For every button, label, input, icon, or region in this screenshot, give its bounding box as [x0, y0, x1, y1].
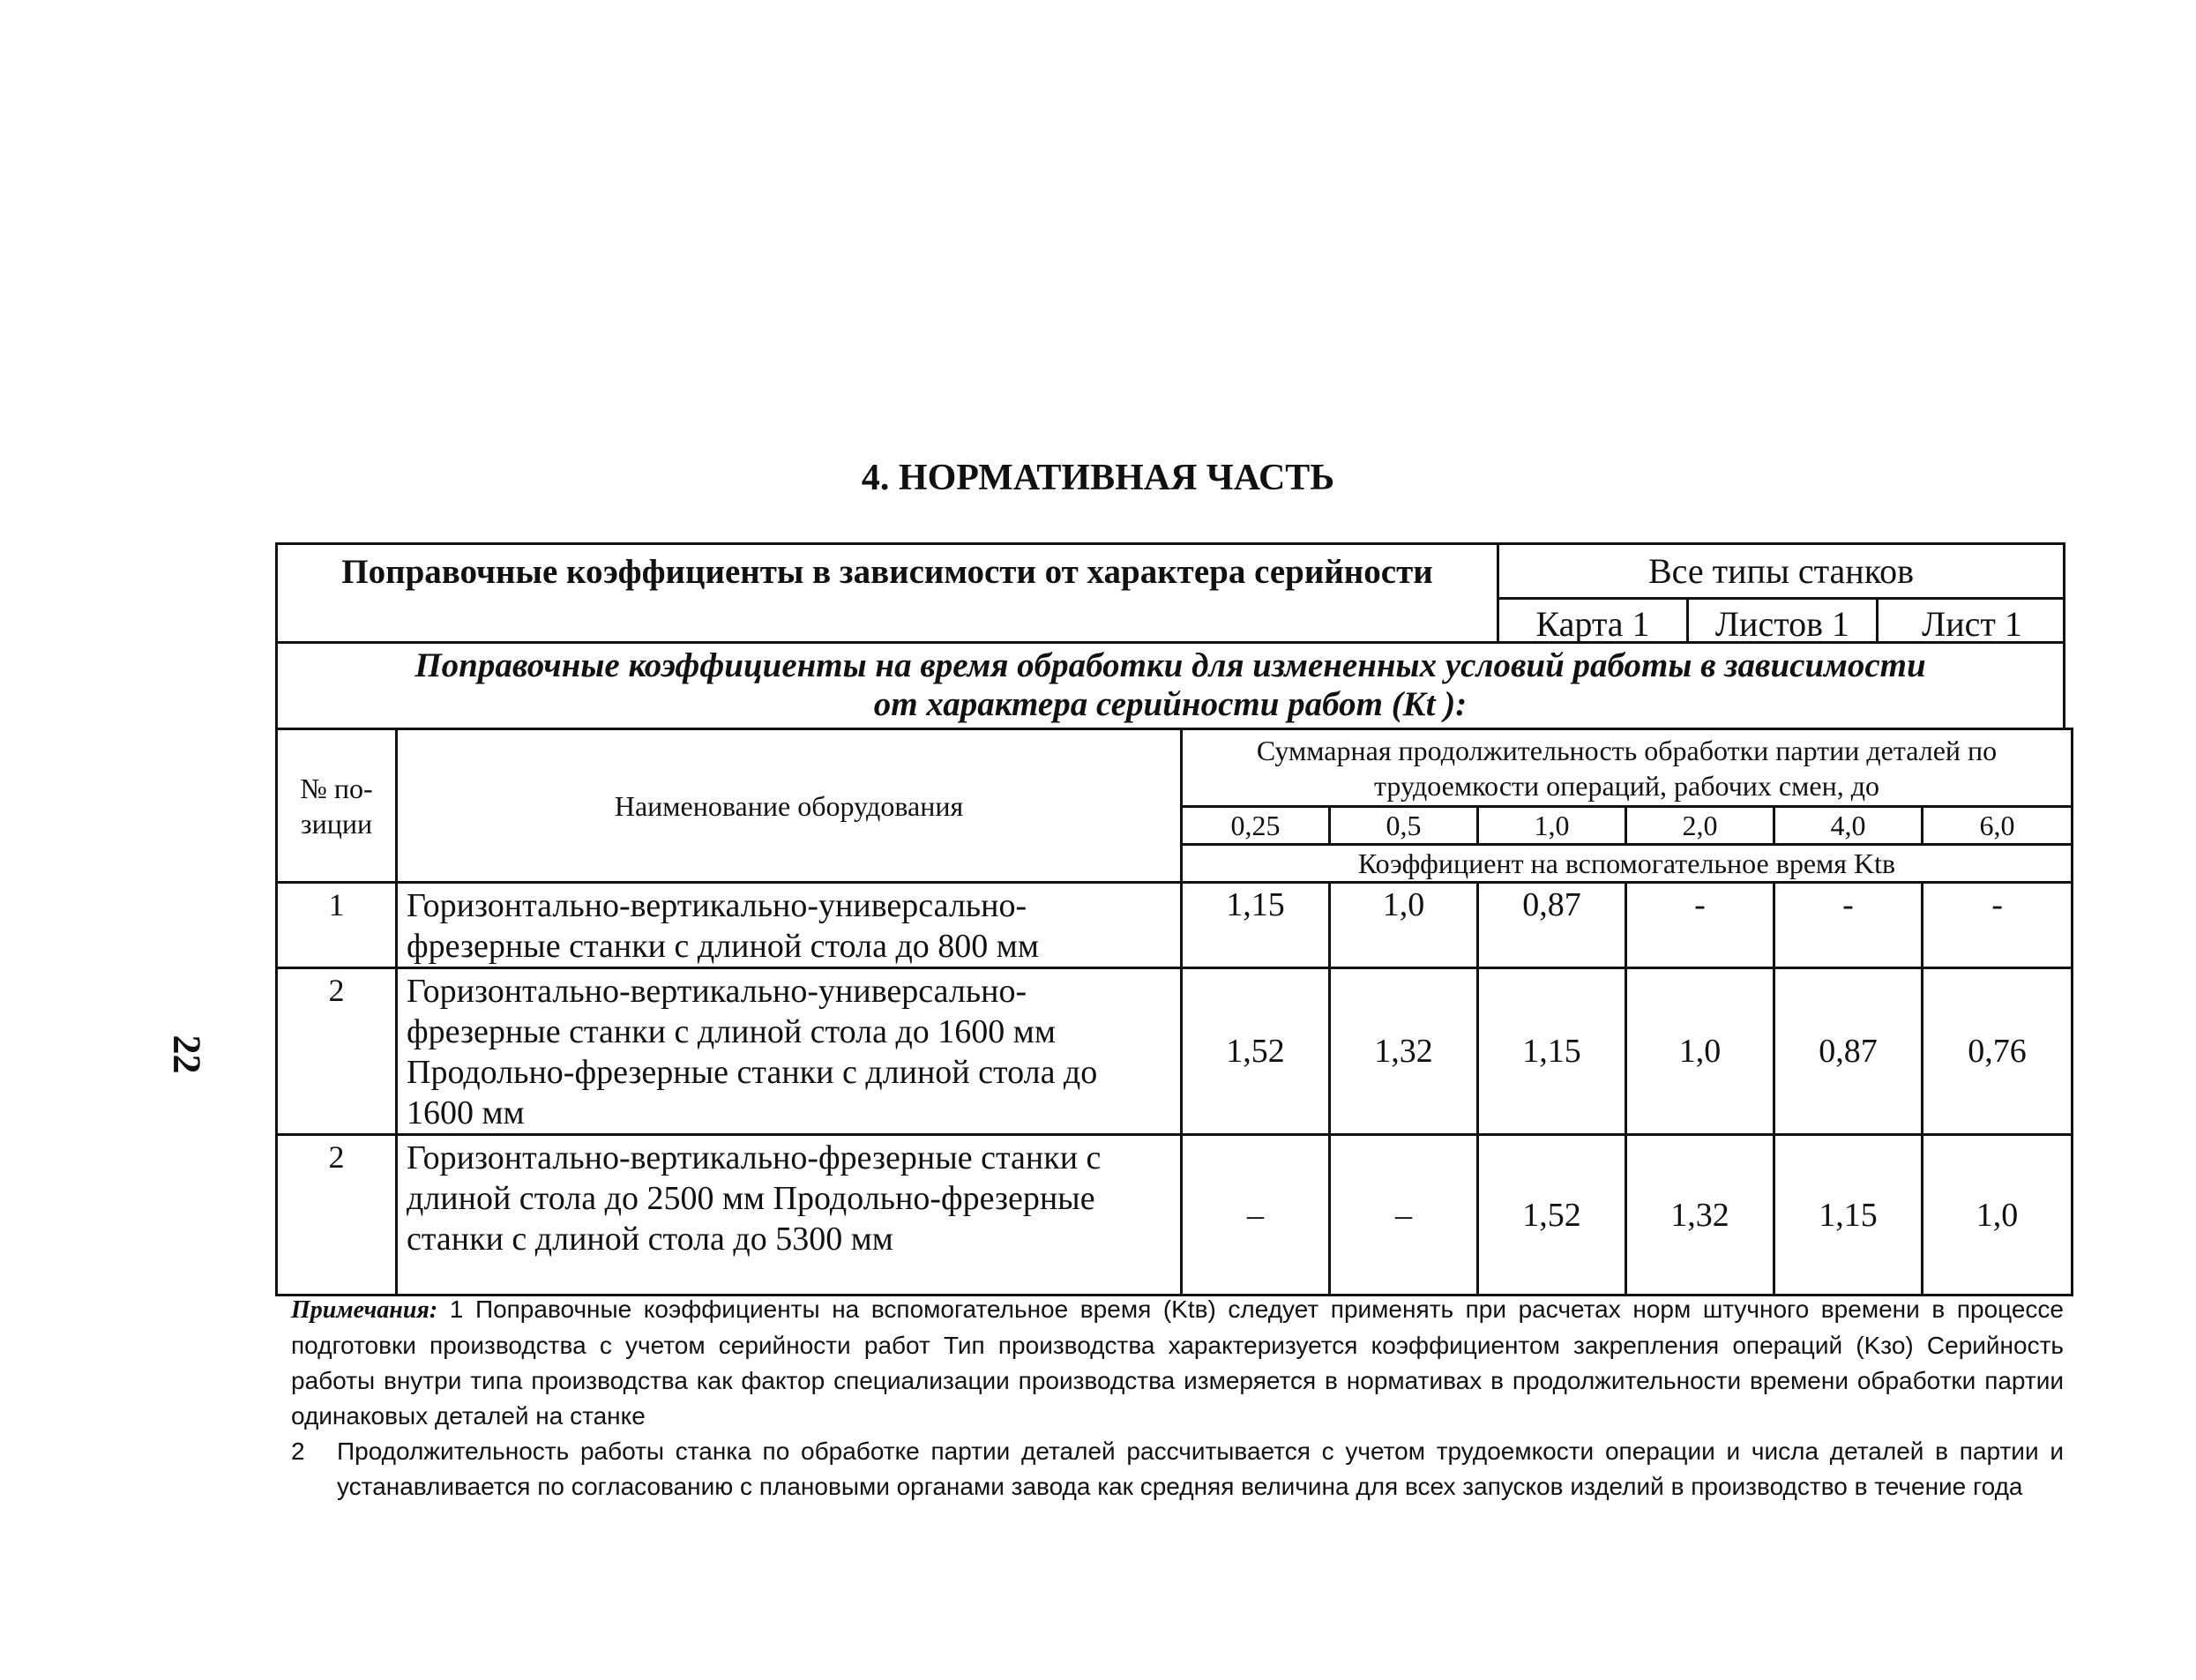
- row-coefficient: 1,0: [1923, 1135, 2073, 1295]
- note-2: [291, 1434, 2064, 1505]
- table-row: [277, 883, 2073, 968]
- note-2-text: Продолжительность работы станка по обработке партии деталей рассчитывается с учетом трудоемкости операции и числа деталей в партии и устанавливается по согласованию с плановыми органами завода как средняя величина для всех запусков изделий в производство в течение года: [337, 1437, 2064, 1500]
- header-title: Поправочные коэффициенты в зависимости от характера серийности: [278, 545, 1499, 641]
- duration-value: 6,0: [1923, 807, 2073, 845]
- sheet-number: Лист 1: [1922, 604, 2022, 644]
- row-coefficient: 1,52: [1478, 1135, 1626, 1295]
- duration-value: 2,0: [1626, 807, 1774, 845]
- table-row: [277, 1135, 2073, 1295]
- row-equipment-name: Горизонтально-вертикально-фрезерные станки с длиной стола до 2500 мм Продольно-фрезерные станки с длиной стола до 5300 мм: [397, 1135, 1182, 1295]
- row-coefficient: 1,15: [1478, 968, 1626, 1135]
- row-position: 1: [277, 883, 397, 968]
- notes-lead: Примечания:: [291, 1296, 438, 1324]
- row-coefficient: 1,52: [1182, 968, 1330, 1135]
- row-equipment-name: Горизонтально-вертикально-универсально-фрезерные станки с длиной стола до 1600 мм Продольно-фрезерные станки с длиной стола до 1600 мм: [397, 968, 1182, 1135]
- column-header-name: Наименование оборудования: [397, 729, 1182, 883]
- duration-value: 0,5: [1330, 807, 1478, 845]
- row-coefficient: –: [1182, 1135, 1330, 1295]
- row-coefficient: –: [1330, 1135, 1478, 1295]
- coefficient-table: [275, 728, 2073, 1296]
- machine-types: Все типы станков: [1499, 545, 2063, 600]
- row-coefficient: 0,87: [1774, 968, 1923, 1135]
- note-1-text: 1 Поправочные коэффициенты на вспомогательное время (Ktв) следует применять при расчетах норм штучного времени в процессе подготовки производства с учетом серийности работ Тип производства характеризуется коэффициентом закрепления операций (Kзо) Серийность работы внутри типа производства как фактор специализации производства измеряется в нормативах в продолжительности времени обработки партии одинаковых деталей на станке: [291, 1295, 2065, 1430]
- row-coefficient: -: [1626, 883, 1774, 968]
- duration-value: 4,0: [1774, 807, 1923, 845]
- row-coefficient: 1,32: [1330, 968, 1478, 1135]
- section-title: 4. НОРМАТИВНАЯ ЧАСТЬ: [861, 458, 1335, 498]
- row-coefficient: 1,32: [1626, 1135, 1774, 1295]
- sheets-total: Листов 1: [1689, 600, 1879, 644]
- notes: [291, 1292, 2064, 1505]
- row-coefficient: 1,15: [1182, 883, 1330, 968]
- column-header-position: № по-зиции: [277, 729, 397, 883]
- row-coefficient: 0,87: [1478, 883, 1626, 968]
- note-1: [291, 1292, 2064, 1434]
- table-subtitle: [275, 644, 2065, 728]
- row-coefficient: 0,76: [1923, 968, 2073, 1135]
- note-2-number: 2: [291, 1437, 305, 1465]
- row-equipment-name: Горизонтально-вертикально-универсально-фрезерные станки с длиной стола до 800 мм: [397, 883, 1182, 968]
- row-position: 2: [277, 1135, 397, 1295]
- row-coefficient: 1,0: [1626, 968, 1774, 1135]
- column-header-duration: Суммарная продолжительность обработки партии деталей по трудоемкости операций, рабочих смен, до: [1182, 729, 2073, 807]
- row-coefficient: -: [1774, 883, 1923, 968]
- coefficient-label: Коэффициент на вспомогательное время Ktв: [1182, 845, 2073, 883]
- subtitle-line-1: Поправочные коэффициенты на время обработки для измененных условий работы в зависимости: [415, 646, 1926, 684]
- row-position: 2: [277, 968, 397, 1135]
- row-coefficient: -: [1923, 883, 2073, 968]
- duration-value: 0,25: [1182, 807, 1330, 845]
- duration-value: 1,0: [1478, 807, 1626, 845]
- subtitle-line-2: от характера серийности работ (Kt ):: [873, 685, 1468, 723]
- table-row: [277, 968, 2073, 1135]
- row-coefficient: 1,0: [1330, 883, 1478, 968]
- header-table: [275, 542, 2065, 644]
- row-coefficient: 1,15: [1774, 1135, 1923, 1295]
- card-number: Карта 1: [1499, 600, 1689, 644]
- page-number: 22: [165, 1034, 209, 1074]
